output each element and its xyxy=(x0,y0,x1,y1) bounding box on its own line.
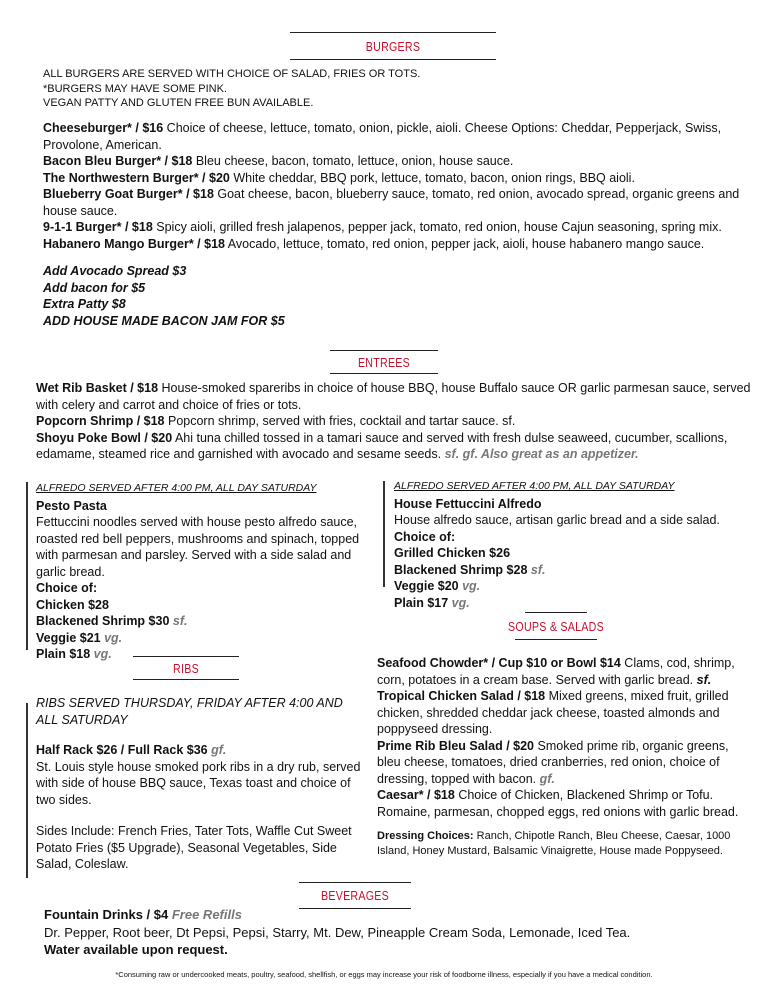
burger-notes xyxy=(43,67,743,111)
choice-option: Blackened Shrimp $28 sf. xyxy=(394,562,546,577)
burger-note: VEGAN PATTY AND GLUTEN FREE BUN AVAILABLE. xyxy=(43,97,314,109)
ribs-accent-bar xyxy=(26,703,28,878)
alfredo-section xyxy=(394,478,754,611)
addon: Add Avocado Spread $3 xyxy=(43,264,187,278)
ribs-heading: RIBS xyxy=(133,656,239,680)
ribs-note: RIBS SERVED THURSDAY, FRIDAY AFTER 4:00 AND ALL SATURDAY xyxy=(36,696,343,727)
menu-item: Cheeseburger* / $16 Choice of cheese, lettuce, tomato, onion, pickle, aioli. Cheese Options: Cheddar, Pepperjack, Swiss, Provolone, American. xyxy=(43,121,722,152)
menu-item: Blueberry Goat Burger* / $18 Goat cheese, bacon, blueberry sauce, tomato, red onion, avocado spread, organic greens and house sauce. xyxy=(43,187,740,218)
soups-salads-list xyxy=(377,655,747,858)
menu-item: Seafood Chowder* / Cup $10 or Bowl $14 Clams, cod, shrimp, corn, potatoes in a cream base. Served with garlic bread. sf. xyxy=(377,656,735,687)
choice-option: Blackened Shrimp $30 sf. xyxy=(36,614,188,628)
beverages-section xyxy=(44,906,744,959)
drink-list: Dr. Pepper, Root beer, Dt Pepsi, Pepsi, Starry, Mt. Dew, Pineapple Cream Soda, Lemonade, Iced Tea. xyxy=(44,924,631,940)
ribs-item: Half Rack $26 / Full Rack $36 gf. xyxy=(36,743,227,757)
ribs-desc: St. Louis style house smoked pork ribs in a dry rub, served with side of house BBQ sauce, Texas toast and choice of two sides. xyxy=(36,759,361,807)
dish-name: House Fettuccini Alfredo xyxy=(394,496,542,511)
burger-addons xyxy=(43,263,443,329)
ribs-sides: Sides Include: French Fries, Tater Tots, Waffle Cut Sweet Potato Fries ($5 Upgrade), Seasonal Vegetables, Side Salad, Coleslaw. xyxy=(36,824,352,871)
choice-option: Plain $18 vg. xyxy=(36,647,112,661)
beverages-heading: BEVERAGES xyxy=(299,882,411,909)
dressing-choices: Dressing Choices: Ranch, Chipotle Ranch, Bleu Cheese, Caesar, 1000 Island, Honey Mustard, Balsamic Vinaigrette, House made Poppyseed. xyxy=(377,830,731,857)
dish-desc: Fettuccini noodles served with house pesto alfredo sauce, roasted red bell peppers, mushrooms and spinach, topped with parmesan and parsley. Served with a side salad and garlic bread. xyxy=(36,515,360,579)
pesto-pasta-section xyxy=(36,480,361,663)
ribs-section xyxy=(36,695,361,873)
right-accent-bar xyxy=(383,481,385,587)
dish-desc: House alfredo sauce, artisan garlic bread and a side salad. xyxy=(394,513,720,527)
footer-disclaimer: *Consuming raw or undercooked meats, poultry, seafood, shellfish, or eggs may increase your risk of foodborne illness, especially if you have a medical condition. xyxy=(115,970,653,979)
menu-item: Shoyu Poke Bowl / $20 Ahi tuna chilled tossed in a tamari sauce and served with fresh dulse seaweed, cucumber, scallions, edamame, steamed rice and garnished with avocado and sesame seeds. sf. gf. Also great as an appetizer. xyxy=(36,430,728,461)
entrees-heading: ENTREES xyxy=(330,350,438,374)
menu-item: Popcorn Shrimp / $18 Popcorn shrimp, served with fries, cocktail and tartar sauce. sf. xyxy=(36,414,516,428)
menu-item: Tropical Chicken Salad / $18 Mixed greens, mixed fruit, grilled chicken, shredded cheddar jack cheese, toasted almonds and poppyseed dressing. xyxy=(377,689,729,736)
dish-name: Pesto Pasta xyxy=(36,498,107,513)
alfredo-note: ALFREDO SERVED AFTER 4:00 PM, ALL DAY SATURDAY xyxy=(36,482,317,494)
burger-note: *BURGERS MAY HAVE SOME PINK. xyxy=(43,82,227,95)
fountain-drinks: Fountain Drinks / $4 Free Refills xyxy=(44,907,242,922)
choice-option: Veggie $21 vg. xyxy=(36,630,123,645)
menu-item: 9-1-1 Burger* / $18 Spicy aioli, grilled fresh jalapenos, pepper jack, tomato, red onion, house Cajun seasoning, spring mix. xyxy=(43,220,722,234)
addon: Extra Patty $8 xyxy=(43,297,126,311)
water-note: Water available upon request. xyxy=(44,942,228,957)
burger-note: ALL BURGERS ARE SERVED WITH CHOICE OF SALAD, FRIES OR TOTS. xyxy=(43,68,421,80)
choice-label: Choice of: xyxy=(394,529,456,544)
menu-item: Caesar* / $18 Choice of Chicken, Blackened Shrimp or Tofu. Romaine, parmesan, chopped eggs, red onions with garlic bread. xyxy=(377,788,739,819)
burger-list xyxy=(43,120,755,252)
choice-option: Plain $17 vg. xyxy=(394,595,470,610)
alfredo-note: ALFREDO SERVED AFTER 4:00 PM, ALL DAY SATURDAY xyxy=(394,480,675,492)
menu-item: Prime Rib Bleu Salad / $20 Smoked prime rib, organic greens, bleu cheese, tomatoes, dried cranberries, red onion, choice of dressing, topped with bacon. gf. xyxy=(377,738,729,786)
menu-item: The Northwestern Burger* / $20 White cheddar, BBQ pork, lettuce, tomato, bacon, onion rings, BBQ aioli. xyxy=(43,170,635,185)
addon: ADD HOUSE MADE BACON JAM FOR $5 xyxy=(43,313,285,328)
burgers-heading: BURGERS xyxy=(290,32,496,60)
choice-option: Chicken $28 xyxy=(36,597,109,612)
soups-salads-heading: SOUPS & SALADS xyxy=(515,612,597,640)
choice-option: Grilled Chicken $26 xyxy=(394,546,511,560)
menu-item: Bacon Bleu Burger* / $18 Bleu cheese, bacon, tomato, lettuce, onion, house sauce. xyxy=(43,154,514,168)
entrees-list xyxy=(36,380,752,463)
menu-item: Habanero Mango Burger* / $18 Avocado, lettuce, tomato, red onion, pepper jack, aioli, house habanero mango sauce. xyxy=(43,236,705,251)
addon: Add bacon for $5 xyxy=(43,280,146,295)
left-accent-bar xyxy=(26,482,28,650)
menu-item: Wet Rib Basket / $18 House-smoked spareribs in choice of house BBQ, house Buffalo sauce OR garlic parmesan sauce, served with celery and carrot and choice of fries or tots. xyxy=(36,381,751,412)
choice-label: Choice of: xyxy=(36,581,98,595)
choice-option: Veggie $20 vg. xyxy=(394,579,481,593)
